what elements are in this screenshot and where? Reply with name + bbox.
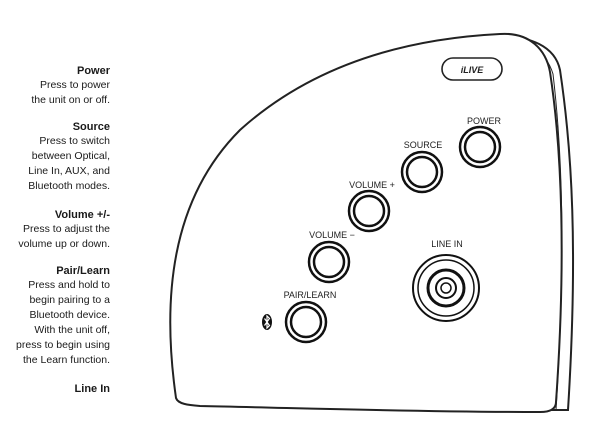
pair-learn-button[interactable] <box>286 302 326 342</box>
power-label: POWER <box>466 116 502 126</box>
logo-text: iLIVE <box>460 65 484 75</box>
legend-description: Press to switch between Optical, Line In, AUX, and Bluetooth modes. <box>28 135 110 192</box>
legend-description: Press to adjust the volume up or down. <box>18 223 110 250</box>
legend-title: Volume +/- <box>54 209 110 221</box>
legend-description: Press to power the unit on or off. <box>31 79 110 106</box>
legend-description: Press and hold to begin pairing to a Bluetooth device. With the unit off, press to begin using the Learn function. <box>16 279 110 366</box>
line-in-label: LINE IN <box>431 239 463 249</box>
legend-title: Source <box>72 121 110 133</box>
volume-down-button[interactable] <box>309 242 349 282</box>
source-label: SOURCE <box>403 140 443 150</box>
source-button[interactable] <box>402 152 442 192</box>
bluetooth-icon <box>262 314 272 330</box>
legend-title: Pair/Learn <box>56 265 110 277</box>
pair-learn-label: PAIR/LEARN <box>283 290 337 300</box>
volume-down-label: VOLUME − <box>309 230 355 240</box>
legend-title: Power <box>76 65 110 77</box>
legend-title: Line In <box>74 383 110 395</box>
volume-up-label: VOLUME + <box>349 180 395 190</box>
power-button[interactable] <box>460 127 500 167</box>
line-in-jack[interactable] <box>413 255 479 321</box>
volume-up-button[interactable] <box>349 191 389 231</box>
